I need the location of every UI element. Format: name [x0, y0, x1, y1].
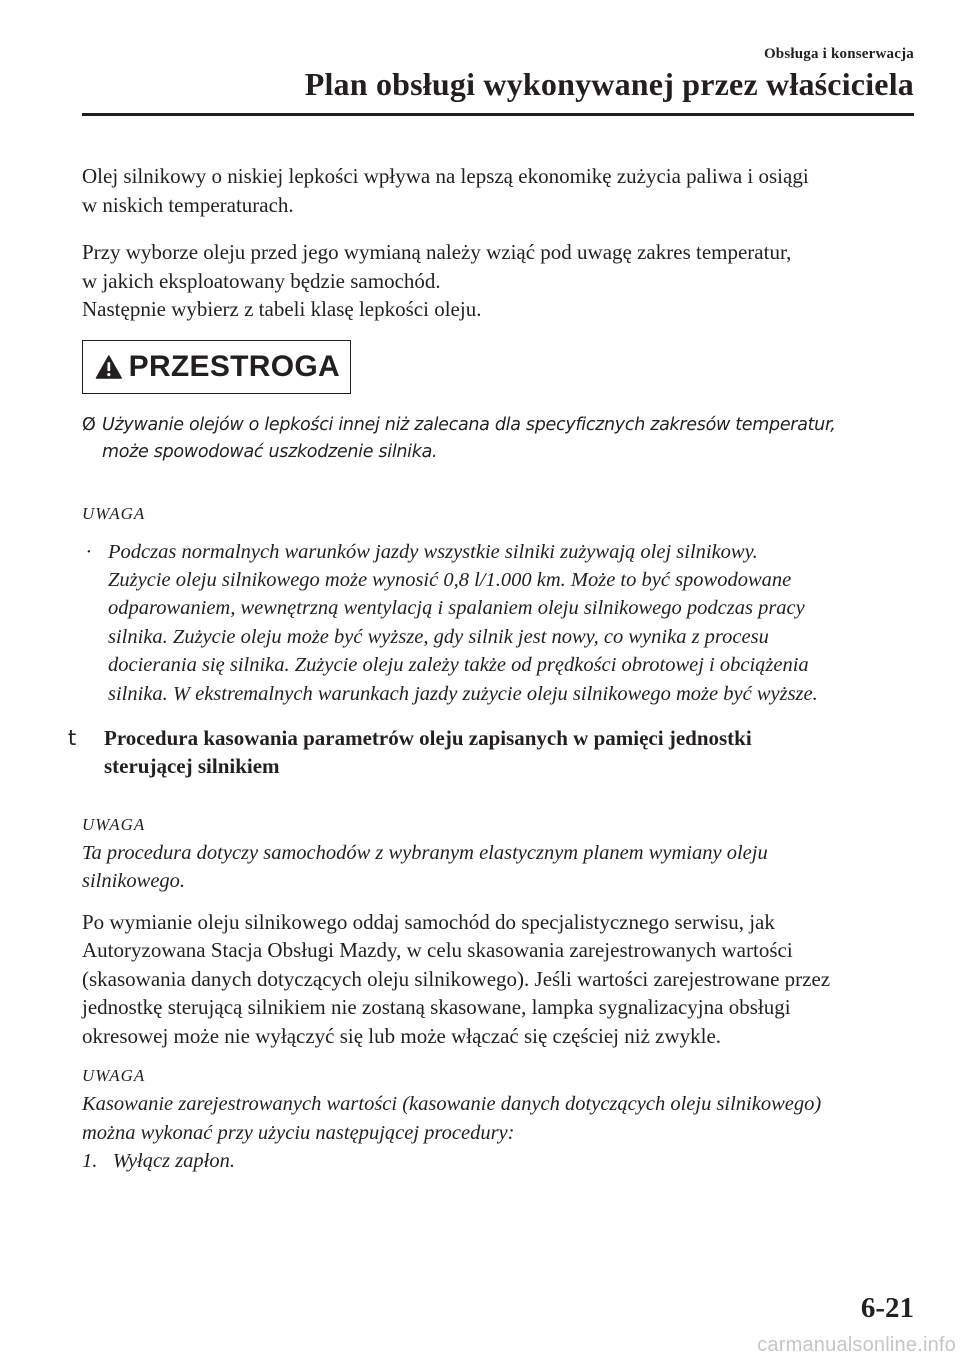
- paragraph-line: Olej silnikowy o niskiej lepkości wpływa na lepszą ekonomikę zużycia paliwa i osiągi: [82, 164, 809, 188]
- procedure-step: 1. Wyłącz zapłon.: [82, 1150, 235, 1173]
- section-bullet-icon: t: [68, 725, 77, 750]
- caution-text-line: Używanie olejów o lepkości innej niż zalecana dla specyficznych zakresów temperatur,: [102, 414, 836, 435]
- section-heading: [68, 724, 902, 781]
- warning-triangle-icon: [95, 350, 123, 384]
- note-label: UWAGA: [82, 1066, 146, 1086]
- paragraph-line: okresowej może nie wyłączyć się lub może włączać się częściej niż zwykle.: [82, 1023, 722, 1048]
- caution-box: [82, 340, 351, 394]
- caution-text-line: może spowodować uszkodzenie silnika.: [102, 441, 438, 462]
- caution-label: PRZESTROGA: [128, 349, 340, 383]
- bullet-mark: ·: [86, 540, 92, 563]
- paragraph-line: w niskich temperaturach.: [82, 192, 294, 217]
- section-header: Obsługa i konserwacja: [763, 46, 914, 62]
- note-line: Zużycie oleju silnikowego może wynosić 0,8 l/1.000 km. Może to być spowodowane: [108, 568, 792, 591]
- paragraph-line: Następnie wybierz z tabeli klasę lepkości oleju.: [82, 297, 482, 321]
- note-line: można wykonać przy użyciu następującej procedury:: [82, 1121, 515, 1144]
- note-line: odparowaniem, wewnętrzną wentylacją i spalaniem oleju silnikowego podczas pracy: [108, 597, 805, 620]
- caution-item: [82, 412, 902, 466]
- paragraph-line: Autoryzowana Stacja Obsługi Mazdy, w celu skasowania zarejestrowanych wartości: [82, 938, 793, 963]
- section-title-line: Procedura kasowania parametrów oleju zapisanych w pamięci jednostki: [104, 725, 752, 750]
- paragraph-line: jednostkę sterującą silnikiem nie zostaną skasowane, lampka sygnalizacyjna obsługi: [82, 995, 791, 1020]
- note-line: Podczas normalnych warunków jazdy wszystkie silniki zużywają olej silnikowy.: [108, 540, 758, 563]
- note-line: silnikowego.: [82, 870, 186, 893]
- note-label: UWAGA: [82, 503, 146, 523]
- note-bullet-item: [82, 538, 902, 708]
- note-line: docierania się silnika. Zużycie oleju zależy także od prędkości obrotowej i obciążenia: [108, 654, 809, 677]
- page-content: [68, 162, 902, 1175]
- paragraph-line: Przy wyborze oleju przed jego wymianą należy wziąć pod uwagę zakres temperatur,: [82, 240, 792, 264]
- paragraph-line: w jakich eksploatowany będzie samochód.: [82, 268, 441, 293]
- note-line: Kasowanie zarejestrowanych wartości (kasowanie danych dotyczących oleju silnikowego): [82, 1093, 822, 1116]
- paragraph-line: (skasowania danych dotyczących oleju silnikowego). Jeśli wartości zarejestrowane przez: [82, 966, 831, 991]
- note-line: Ta procedura dotyczy samochodów z wybranym elastycznym planem wymiany oleju: [82, 841, 768, 864]
- note-line: silnika. Zużycie oleju może być wyższe, gdy silnik jest nowy, co wynika z procesu: [108, 625, 769, 648]
- page-number: 6-21: [860, 1292, 914, 1324]
- watermark: carmanualsonline.info: [757, 1334, 956, 1356]
- note-label: UWAGA: [82, 814, 146, 834]
- note-line: silnika. W ekstremalnych warunkach jazdy zużycie oleju silnikowego może być wyższe.: [108, 682, 818, 705]
- page-title: Plan obsługi wykonywanej przez właściciela: [304, 66, 914, 102]
- section-title-line: sterującej silnikiem: [104, 754, 280, 779]
- paragraph-line: Po wymianie oleju silnikowego oddaj samochód do specjalistycznego serwisu, jak: [82, 909, 775, 934]
- arrow-bullet-icon: Ø: [82, 414, 96, 435]
- header-rule: [82, 113, 914, 116]
